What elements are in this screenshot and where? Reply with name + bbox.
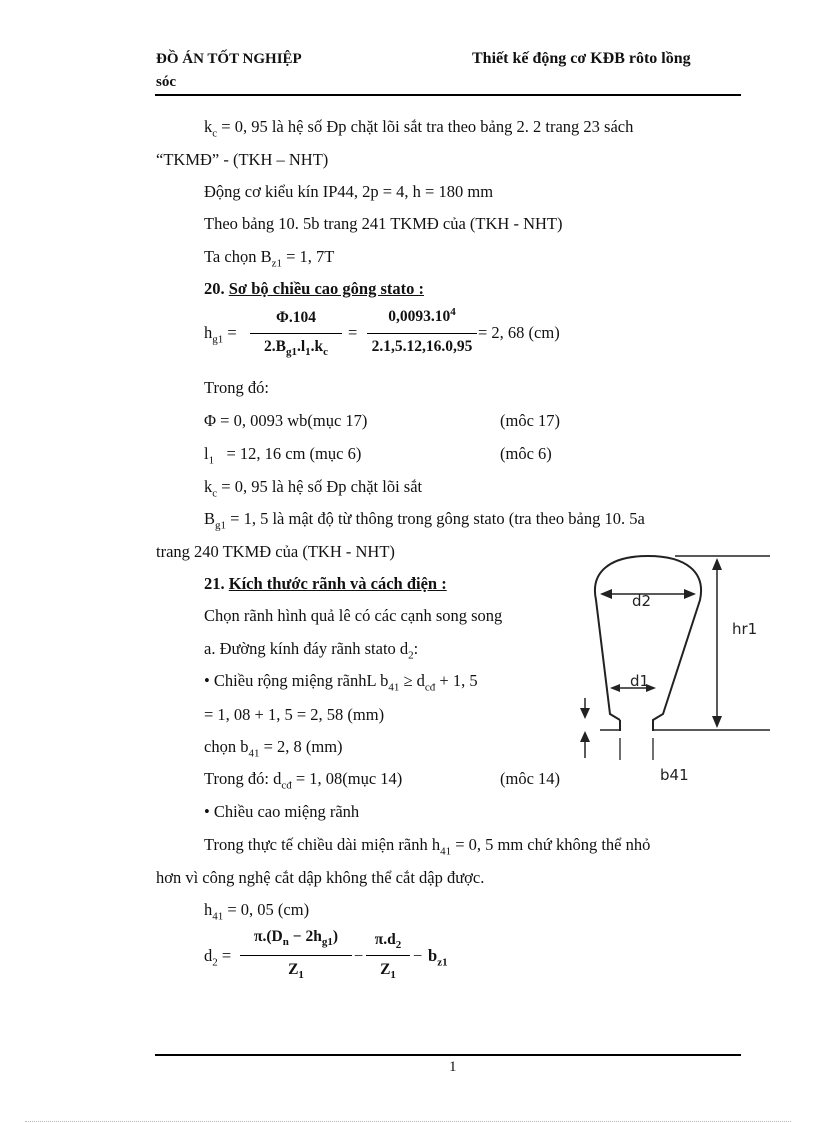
fraction-bar bbox=[240, 955, 352, 956]
line-motor-type: Động cơ kiểu kín IP44, 2p = 4, h = 180 mm bbox=[204, 182, 494, 201]
formula-d2-minus-2: − bbox=[413, 946, 423, 965]
slot-diagram bbox=[560, 548, 780, 788]
formula-d2-bz1: $b_{z1}$ bbox=[428, 946, 448, 969]
formula-hg1-numerator-1: Φ.104 bbox=[276, 309, 316, 326]
line-para1: Trong thực tế chiều dài miện rãnh $h_{41} = 0$, 5 mm chứ không thể nhỏ bbox=[204, 835, 651, 858]
line-trong-do: Trong đó: bbox=[204, 378, 269, 397]
line-kc: $k_c = 0$, 95 là hệ số Đp chặt lõi sắt tra theo bảng 2. 2 trang 23 sách bbox=[204, 117, 634, 140]
line-kc-2: $k_c = 0$, 95 là hệ số Đp chặt lõi sắt bbox=[204, 477, 423, 500]
formula-hg1-result: = 2, 68 (cm) bbox=[478, 323, 560, 342]
label-hr1: hr1 bbox=[732, 620, 758, 638]
footer-rule bbox=[155, 1054, 741, 1056]
line-phi: Φ = 0, 0093 wb(mục 17) bbox=[204, 411, 368, 430]
line-chieu-cao: • Chiều cao miệng rãnh bbox=[204, 802, 360, 821]
label-d1: d1 bbox=[630, 672, 650, 690]
line-chon-ranh: Chọn rãnh hình quả lê có các cạnh song song bbox=[204, 606, 503, 625]
label-d2: d2 bbox=[632, 592, 652, 610]
fraction-bar bbox=[367, 333, 477, 334]
bottom-dotted-divider bbox=[25, 1121, 791, 1122]
formula-hg1-denominator-1: $2.B_{g1}.l_1.k_c$ bbox=[263, 338, 329, 359]
line-bg1: $B_{g1} = 1$, 5 là mật độ từ thông trong gông stato (tra theo bảng 10. 5a bbox=[204, 509, 645, 532]
formula-hg1-numerator-2: 0,0093.10$^4$ bbox=[388, 306, 456, 326]
line-h41: $h_{41} = 0$, 05 (cm) bbox=[204, 900, 310, 923]
line-b41-cond: • Chiều rộng miệng rãnhL $b_{41} \ge d_{cđ} + 1$, 5 bbox=[204, 671, 478, 694]
fraction-bar bbox=[366, 955, 410, 956]
formula-d2-numerator-2: $\pi.d_2$ bbox=[374, 931, 402, 952]
formula-hg1-eq2: = bbox=[348, 323, 358, 342]
line-bg1-cont: trang 240 TKMĐ của (TKH - NHT) bbox=[156, 542, 395, 561]
header-rule bbox=[155, 94, 741, 96]
formula-d2-numerator-1: $\pi.(D_n - 2h_{g1})$ bbox=[254, 928, 338, 949]
formula-d2-lhs: $d_2$ = bbox=[204, 946, 232, 969]
formula-d2-denominator-1: $Z_1$ bbox=[288, 961, 304, 982]
header-left-continuation: sóc bbox=[156, 74, 176, 90]
line-tkmd: “TKMĐ” - (TKH – NHT) bbox=[156, 150, 329, 169]
formula-d2-denominator-2: $Z_1$ bbox=[380, 961, 396, 982]
line-bz1: Ta chọn $B_{z1} = 1$, 7T bbox=[204, 247, 335, 270]
line-l1: $l_1 = 12$, 16 cm (mục 6) bbox=[204, 444, 362, 467]
section-20-heading: 20. Sơ bộ chiều cao gông stato : bbox=[204, 279, 424, 298]
slot-outline bbox=[595, 556, 701, 731]
line-l1-ref: (môc 6) bbox=[500, 444, 552, 463]
line-calc: = 1, 08 + 1, 5 = 2, 58 (mm) bbox=[204, 705, 385, 724]
header-left-title: ĐỒ ÁN TỐT NGHIỆP bbox=[156, 51, 302, 67]
formula-d2-minus-1: − bbox=[354, 946, 364, 965]
line-phi-ref: (môc 17) bbox=[500, 411, 561, 430]
line-table-ref: Theo bảng 10. 5b trang 241 TKMĐ của (TKH - NHT) bbox=[204, 214, 563, 233]
line-chon-b41: chọn $b_{41} = 2$, 8 (mm) bbox=[204, 737, 343, 760]
line-para2: hơn vì công nghệ cắt dập không thể cắt dập được. bbox=[156, 868, 485, 887]
line-dcd: Trong đó: $d_{cđ} = 1$, 08(mục 14) bbox=[204, 769, 403, 792]
formula-hg1-lhs: $h_{g1}$ = bbox=[204, 323, 237, 346]
header-right-title: Thiết kế động cơ KĐB rôto lồng bbox=[472, 50, 691, 67]
label-b41: b41 bbox=[660, 766, 689, 784]
line-a-d2: a. Đường kính đáy rãnh stato $d_2$: bbox=[204, 639, 419, 662]
line-dcd-ref: (môc 14) bbox=[500, 769, 561, 788]
formula-hg1-denominator-2: 2.1,5.12,16.0,95 bbox=[371, 338, 473, 355]
page-number: 1 bbox=[449, 1059, 457, 1075]
section-21-heading: 21. Kích thước rãnh và cách điện : bbox=[204, 574, 447, 593]
fraction-bar bbox=[250, 333, 342, 334]
